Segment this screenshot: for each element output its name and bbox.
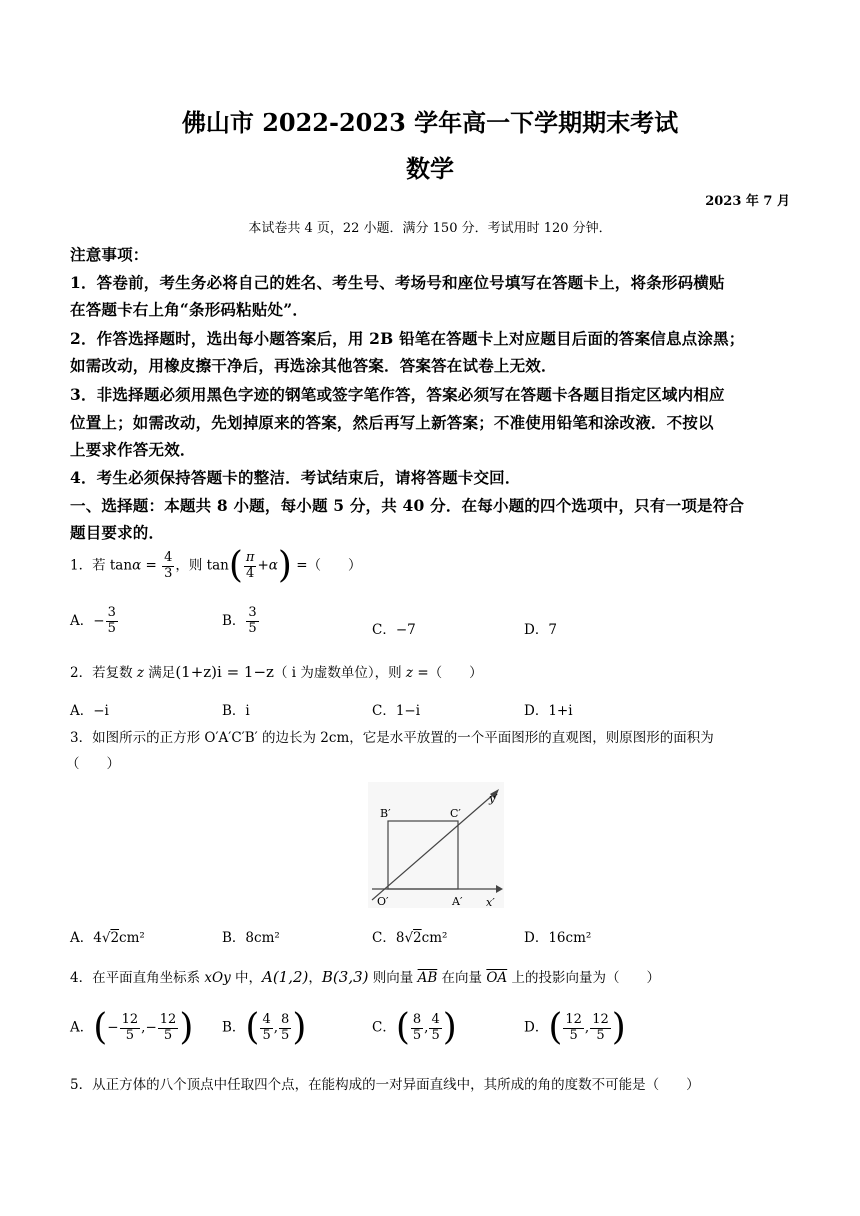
q2-option-d: D．1+i (524, 703, 573, 719)
note-line: 题目要求的． (70, 523, 165, 542)
q3-option-c (372, 926, 447, 946)
option-coef: 4 (93, 930, 102, 946)
q1-option-c (372, 618, 416, 638)
frac-num: 3 (248, 605, 257, 620)
q2-note: （ i 为虚数单位），则 (273, 665, 406, 681)
note-line: 4．考生必须保持答题卡的整洁．考试结束后，请将答题卡交回． (70, 468, 521, 487)
frac-num: 3 (107, 605, 116, 620)
q4-point-b: B(3,3) (321, 968, 369, 986)
q4-text-3: 上的投影向量为（ ） (507, 970, 660, 986)
option-label: C． (372, 930, 396, 946)
paren-right: ) (179, 1007, 194, 1048)
frac-den: 5 (281, 1027, 290, 1043)
question-1 (70, 545, 362, 586)
option-value: −7 (395, 622, 416, 638)
note-line: 位置上；如需改动，先划掉原来的答案，然后再写上新答案；不准使用铅笔和涂改液．不按以 (70, 413, 714, 432)
option-label: A． (70, 930, 94, 946)
exam-title: 佛山市 2022-2023 学年高一下学期期末考试 (181, 108, 679, 137)
question-2 (70, 661, 483, 681)
frac-den: 5 (431, 1027, 440, 1043)
option-label: D． (524, 930, 549, 946)
frac-den: 5 (569, 1027, 578, 1043)
label-b: B′ (380, 807, 391, 820)
q1-text-mid: ，则 tan (175, 557, 229, 574)
q1-frac-num: 4 (164, 549, 173, 565)
q4-option-b: B．( $\frac{4}{5}$ , $\frac{8}{5}$ ) (222, 1007, 307, 1048)
option-fraction (563, 1013, 584, 1044)
label-x: x′ (486, 896, 495, 908)
exam-subject: 数学 (406, 154, 454, 183)
frac-num: 4 (431, 1011, 440, 1027)
frac-num: 12 (159, 1011, 177, 1027)
option-fraction (279, 1013, 291, 1044)
frac-num: 12 (592, 1011, 609, 1027)
option-label: B． (222, 1019, 246, 1036)
paren-right: ) (292, 1007, 307, 1048)
q3-figure (368, 782, 504, 908)
option-fraction (246, 606, 258, 637)
q2-text-mid: 满足 (144, 665, 176, 681)
q2-option-a: A．−i (70, 703, 109, 719)
note-line: 1．答卷前，考生务必将自己的姓名、考生号、考场号和座位号填写在答题卡上，将条形码横贴 (70, 273, 725, 292)
q4-point-a: A(1,2) (262, 968, 309, 986)
paren-left: ( (395, 1007, 410, 1048)
q4-option-c: C．( $\frac{8}{5}$ , $\frac{4}{5}$ ) (372, 1007, 457, 1048)
q1-option-d (524, 618, 557, 638)
option-label: A． (70, 1019, 94, 1036)
q4-xoy: xOy (204, 970, 231, 986)
frac-den: 5 (412, 1027, 422, 1043)
option-fraction (158, 1013, 179, 1044)
note-line: 2．作答选择题时，选出每小题答案后，用 2B 铅笔在答题卡上对应题目后面的答案信息点涂黑； (70, 329, 745, 348)
note-line: 上要求作答无效． (70, 440, 196, 459)
q2-expression: (1+z)i = 1−z (175, 663, 274, 681)
label-c: C′ (450, 807, 461, 820)
frac-num: 12 (565, 1011, 582, 1027)
q1-paren-left: ( (228, 545, 243, 586)
question-3: 3．如图所示的正方形 O′A′C′B′ 的边长为 2cm，它是水平放置的一个平面图形的直观图，则原图形的面积为 (70, 730, 714, 746)
q2-z: z (405, 665, 414, 681)
option-label: C． (372, 1019, 396, 1036)
option-label: D． (524, 622, 549, 638)
note-line: 一、选择题：本题共 8 小题，每小题 5 分，共 40 分．在每小题的四个选项中，只有一项是符合 (70, 496, 745, 515)
option-fraction (590, 1013, 611, 1044)
label-o: O′ (377, 895, 389, 908)
frac-den: 5 (596, 1027, 605, 1043)
option-fraction (429, 1013, 441, 1044)
sqrt-sign: √ (404, 930, 414, 946)
paren-right: ) (611, 1007, 626, 1048)
question-3-paren: （ ） (66, 756, 120, 772)
q4-comma: ， (308, 970, 322, 986)
q1-plus-alpha: +α (257, 557, 278, 574)
q2-text: 2．若复数 (70, 665, 137, 681)
option-label: B． (222, 930, 246, 946)
note-line: 如需改动，用橡皮擦干净后，再选涂其他答案．答案答在试卷上无效． (70, 356, 557, 375)
q4-vector-ab: $\overline{AB}$ (417, 970, 438, 986)
option-value: 16cm² (548, 930, 592, 946)
option-fraction (411, 1013, 423, 1044)
label-y: y′ (489, 792, 498, 805)
q1-fraction (162, 551, 174, 582)
paren-left: ( (93, 1007, 108, 1048)
paren-left: ( (548, 1007, 563, 1048)
option-label: B． (222, 612, 246, 629)
frac-num: 8 (412, 1011, 422, 1027)
option-sign: − (93, 612, 105, 629)
option-fraction (120, 1013, 141, 1044)
q4-text-mid: 中， (230, 970, 262, 986)
radicand: 2 (413, 930, 422, 946)
frac-den: 5 (107, 620, 116, 636)
q4-text-2: 在向量 (437, 970, 487, 986)
option-label: D． (524, 1019, 549, 1036)
note-line: 3．非选择题必须用黑色字迹的钢笔或签字笔作答，答案必须写在答题卡各题目指定区域内相应 (70, 385, 725, 404)
q1-text: 1．若 tan (70, 557, 133, 574)
paren-left: ( (245, 1007, 260, 1048)
frac-den: 5 (125, 1027, 135, 1043)
q4-vector-oa: $\overline{OA}$ (486, 970, 508, 986)
option-label: A． (70, 612, 94, 629)
q4-option-a: A．(− $\frac{12}{5}$ ,− $\frac{12}{5}$ ) (70, 1007, 194, 1048)
q4-text: 4．在平面直角坐标系 (70, 970, 205, 986)
q1-option-a (70, 606, 119, 637)
frac-den: 5 (163, 1027, 173, 1043)
q2-tail: =（ ） (413, 665, 483, 681)
frac-num: 8 (281, 1011, 290, 1027)
frac-den: 5 (248, 620, 257, 636)
option-label: C． (372, 622, 396, 638)
option-unit: cm² (421, 930, 448, 946)
q1-paren-right: ) (277, 545, 292, 586)
frac-num: 4 (262, 1011, 271, 1027)
option-sign: − (145, 1019, 157, 1036)
q1-pi: π (245, 549, 255, 565)
q1-frac-den: 3 (164, 565, 173, 581)
q4-option-d: D．( $\frac{12}{5}$ , $\frac{12}{5}$ ) (524, 1007, 626, 1048)
q1-eq: = (141, 557, 162, 574)
q1-suffix: =（ ） (291, 557, 362, 574)
frac-den: 5 (262, 1027, 271, 1043)
q3-option-d (524, 926, 591, 946)
option-fraction (260, 1013, 272, 1044)
question-5: 5．从正方体的八个顶点中任取四个点，在能构成的一对异面直线中，其所成的角的度数不可能是（ ） (70, 1077, 700, 1093)
q1-fraction-pi (244, 551, 257, 582)
q1-alpha: α (132, 557, 142, 574)
q3-option-a (70, 926, 145, 946)
option-sign: − (107, 1019, 119, 1036)
option-value: 8cm² (245, 930, 280, 946)
exam-intro: 本试卷共 4 页，22 小题．满分 150 分．考试用时 120 分钟． (248, 221, 612, 236)
notes-heading: 注意事项： (70, 245, 149, 264)
sqrt-sign: √ (101, 930, 111, 946)
q2-z: z (136, 665, 145, 681)
question-4 (70, 966, 660, 986)
paren-right: ) (442, 1007, 457, 1048)
q1-option-b (222, 606, 260, 637)
q2-option-b: B．i (222, 703, 250, 719)
option-fraction (106, 606, 118, 637)
q3-option-b (222, 926, 280, 946)
radicand: 2 (110, 930, 120, 946)
q2-option-c: C．1−i (372, 703, 421, 719)
q1-pi-den: 4 (246, 565, 255, 581)
option-value: 7 (548, 622, 557, 638)
frac-num: 12 (121, 1011, 139, 1027)
label-a: A′ (452, 895, 463, 908)
q4-text-1: 则向量 (368, 970, 418, 986)
exam-date: 2023 年 7 月 (705, 194, 790, 209)
note-line: 在答题卡右上角“条形码粘贴处”． (70, 300, 309, 319)
option-unit: cm² (119, 930, 145, 946)
option-coef: 8 (395, 930, 405, 946)
